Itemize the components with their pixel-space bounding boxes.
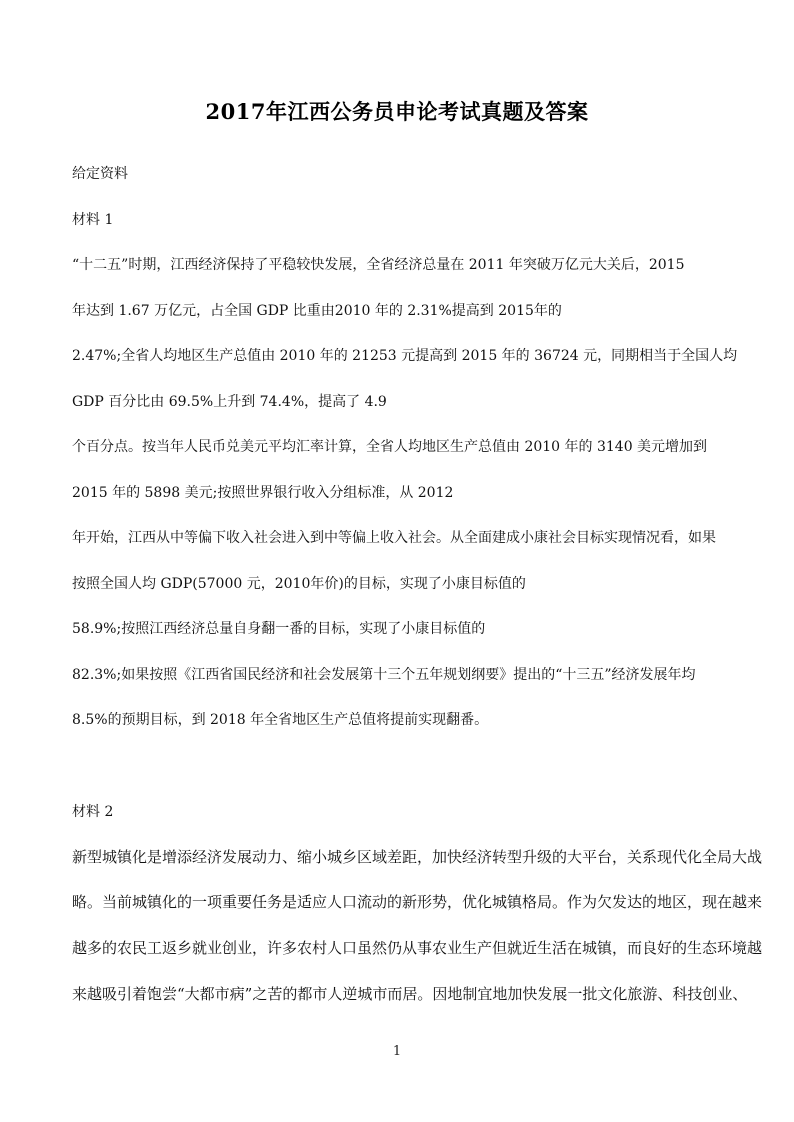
material2-line: 来越吸引着饱尝“大都市病”之苦的都市人逆城市而居。因地制宜地加快发展一批文化旅游、科技创业、 (72, 985, 748, 1003)
material1-line: 按照全国人均 GDP(57000 元，2010年价)的目标，实现了小康目标值的 (72, 576, 526, 592)
material1-line: 58.9%;按照江西经济总量自身翻一番的目标，实现了小康目标值的 (72, 621, 486, 637)
material1-line: 年达到 1.67 万亿元，占全国 GDP 比重由2010 年的 2.31%提高到 2015年的 (72, 303, 562, 319)
material1-line: 2015 年的 5898 美元;按照世界银行收入分组标准，从 2012 (72, 485, 454, 501)
material2-heading: 材料 2 (72, 804, 114, 820)
material2-line: 略。当前城镇化的一项重要任务是适应人口流动的新形势，优化城镇格局。作为欠发达的地区，现在越来 (72, 893, 763, 911)
document-title: 2017年江西公务员申论考试真题及答案 (205, 99, 589, 124)
page-number: 1 (392, 1044, 402, 1059)
material1-line: GDP 百分比由 69.5%上升到 74.4%，提高了 4.9 (72, 394, 387, 410)
material1-line: “十二五”时期，江西经济保持了平稳较快发展，全省经济总量在 2011 年突破万亿元大关后，2015 (72, 257, 685, 273)
material1-line: 2.47%;全省人均地区生产总值由 2010 年的 21253 元提高到 2015 年的 36724 元，同期相当于全国人均 (72, 348, 738, 364)
material2-line: 新型城镇化是增添经济发展动力、缩小城乡区域差距，加快经济转型升级的大平台，关系现代化全局大战 (72, 848, 763, 866)
material1-line: 年开始，江西从中等偏下收入社会进入到中等偏上收入社会。从全面建成小康社会目标实现情况看，如果 (72, 530, 716, 546)
material1-line: 82.3%;如果按照《江西省国民经济和社会发展第十三个五年规划纲要》提出的“十三五”经济发展年均 (72, 667, 696, 683)
material1-heading: 材料 1 (72, 212, 114, 228)
material1-line: 个百分点。按当年人民币兑美元平均汇率计算，全省人均地区生产总值由 2010 年的 3140 美元增加到 (72, 439, 708, 455)
material1-line: 8.5%的预期目标，到 2018 年全省地区生产总值将提前实现翻番。 (72, 712, 489, 728)
section-label: 给定资料 (72, 166, 128, 182)
material2-line: 越多的农民工返乡就业创业，许多农村人口虽然仍从事农业生产但就近生活在城镇，而良好的生态环境越 (72, 939, 763, 957)
